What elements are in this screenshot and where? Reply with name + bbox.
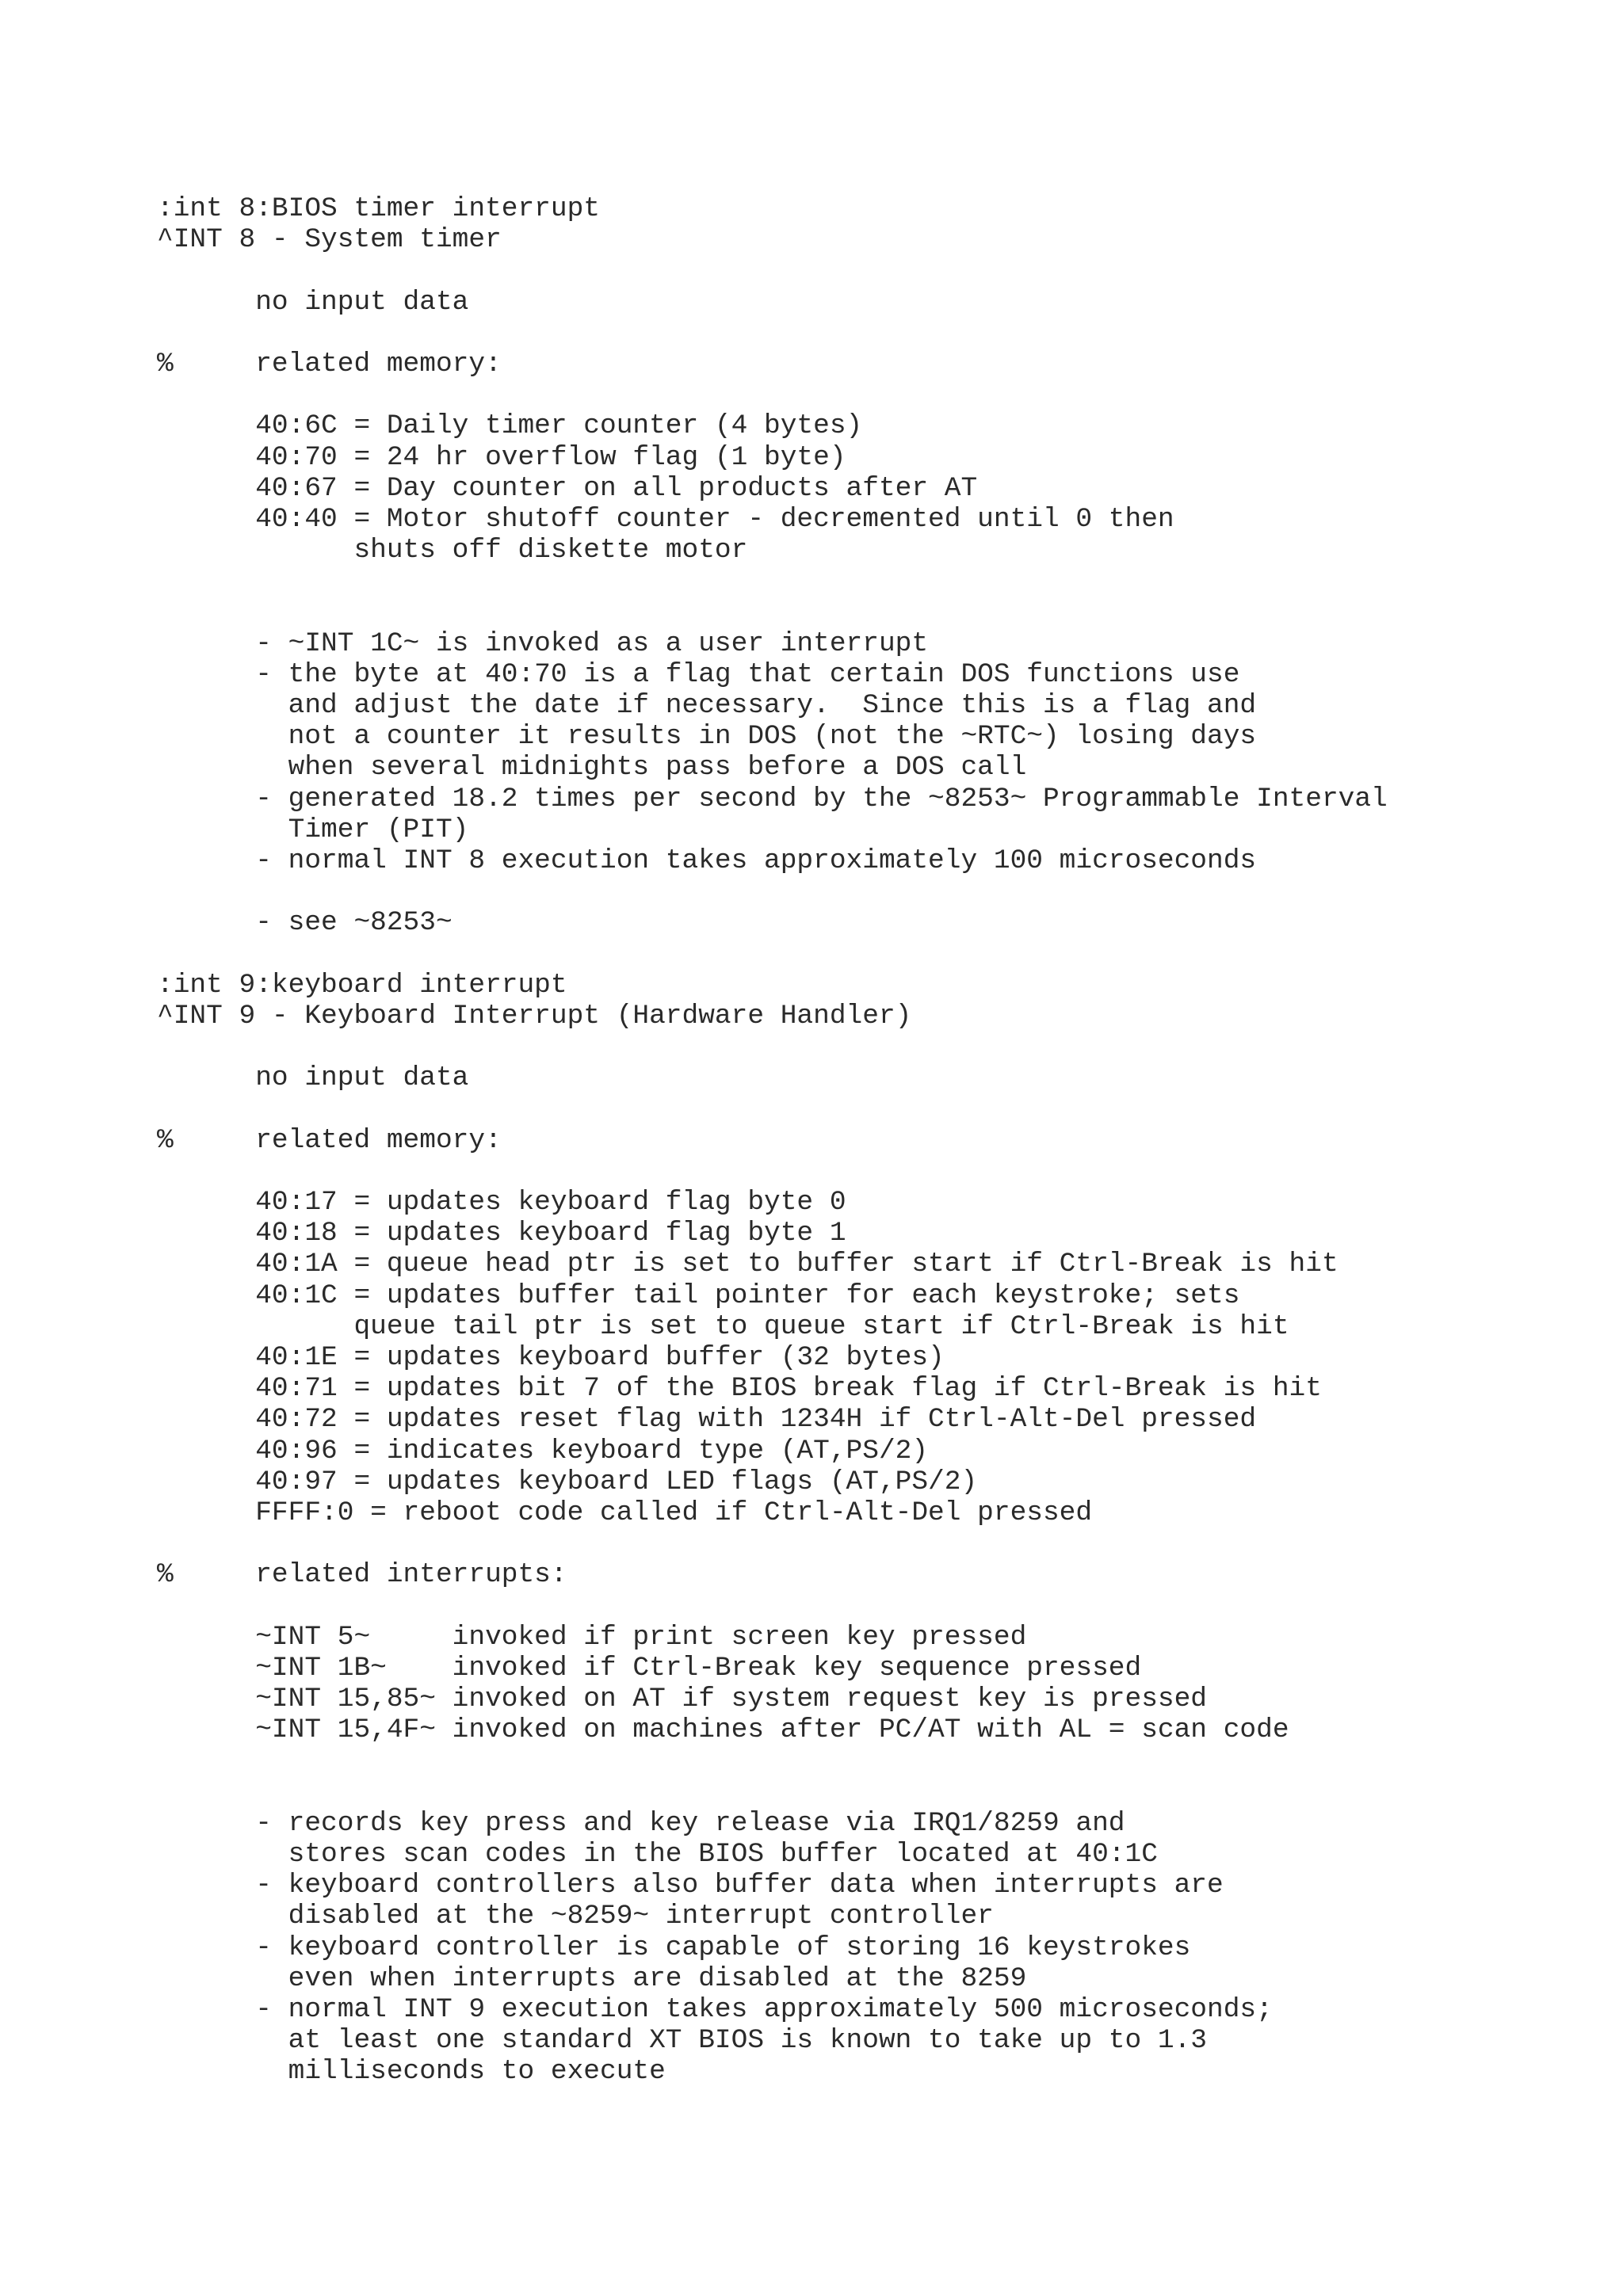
text-line: queue tail ptr is set to queue start if Ctrl-Break is hit [157,1310,1289,1342]
text-line: ~INT 15,85~ invoked on AT if system request key is pressed [157,1684,1208,1714]
text-line: and adjust the date if necessary. Since this is a flag and [157,690,1257,721]
text-line: at least one standard XT BIOS is known to take up to 1.3 [157,2025,1208,2057]
text-line: ^INT 9 - Keyboard Interrupt (Hardware Handler) [157,1000,912,1032]
text-line: 40:71 = updates bit 7 of the BIOS break flag if Ctrl-Break is hit [157,1373,1322,1405]
text-line: ~INT 5~ invoked if print screen key pressed [157,1621,1027,1653]
text-line [157,876,1388,907]
text-line: no input data [157,1062,469,1094]
text-line: - ~INT 1C~ is invoked as a user interrupt [157,627,929,659]
text-line: shuts off diskette motor [157,535,748,566]
text-line: 40:17 = updates keyboard flag byte 0 [157,1187,846,1218]
text-line [157,318,1388,349]
text-line [157,939,1388,970]
text-line [157,255,1388,286]
text-line: no input data [157,286,469,318]
text-line: 40:1A = queue head ptr is set to buffer start if Ctrl-Break is hit [157,1249,1338,1280]
text-line: - generated 18.2 times per second by the ~8253~ Programmable Interval [157,783,1388,814]
text-line: milliseconds to execute [157,2056,666,2088]
document-body [157,193,1388,2087]
text-line: 40:1E = updates keyboard buffer (32 bytes) [157,1341,945,1373]
text-line [157,1093,1388,1124]
text-line [157,1777,1388,1808]
text-line: not a counter it results in DOS (not the ~RTC~) losing days [157,721,1257,753]
text-line: :int 8:BIOS timer interrupt [157,193,600,224]
text-line: when several midnights pass before a DOS call [157,752,1027,784]
text-line: - the byte at 40:70 is a flag that certain DOS functions use [157,658,1240,690]
text-line: % related interrupts: [157,1559,567,1591]
text-line: 40:67 = Day counter on all products after AT [157,472,978,504]
text-line: even when interrupts are disabled at the 8259 [157,1962,1027,1994]
text-line: - keyboard controllers also buffer data when interrupts are [157,1870,1224,1901]
text-line [157,379,1388,410]
text-line [157,597,1388,627]
text-line: 40:97 = updates keyboard LED flags (AT,PS/2) [157,1466,978,1497]
text-line: Timer (PIT) [157,814,469,845]
text-line [157,1156,1388,1187]
text-line: - keyboard controller is capable of storing 16 keystrokes [157,1932,1191,1963]
text-line: 40:18 = updates keyboard flag byte 1 [157,1218,846,1249]
text-line: 40:6C = Daily timer counter (4 bytes) [157,410,863,442]
text-line: 40:96 = indicates keyboard type (AT,PS/2) [157,1435,929,1466]
text-line: ^INT 8 - System timer [157,224,502,256]
text-line: - see ~8253~ [157,907,453,939]
text-line: ~INT 15,4F~ invoked on machines after PC/AT with AL = scan code [157,1714,1289,1746]
text-line: stores scan codes in the BIOS buffer located at 40:1C [157,1838,1158,1870]
text-line [157,1590,1388,1621]
text-line: 40:1C = updates buffer tail pointer for each keystroke; sets [157,1280,1240,1311]
text-line: disabled at the ~8259~ interrupt controller [157,1901,994,1932]
text-line: - normal INT 8 execution takes approximately 100 microseconds [157,845,1257,876]
text-line [157,566,1388,597]
text-line: 40:72 = updates reset flag with 1234H if Ctrl-Alt-Del pressed [157,1404,1257,1436]
text-line: FFFF:0 = reboot code called if Ctrl-Alt-Del pressed [157,1497,1093,1528]
text-line: - normal INT 9 execution takes approximately 500 microseconds; [157,1993,1273,2025]
text-line: 40:70 = 24 hr overflow flag (1 byte) [157,441,846,473]
text-line [157,1528,1388,1559]
text-line: % related memory: [157,1124,502,1156]
text-line: % related memory: [157,348,502,379]
text-line [157,1745,1388,1776]
text-line: 40:40 = Motor shutoff counter - decremented until 0 then [157,503,1174,535]
text-line [157,1032,1388,1062]
text-line: ~INT 1B~ invoked if Ctrl-Break key sequence pressed [157,1652,1142,1684]
text-line: :int 9:keyboard interrupt [157,969,567,1001]
text-line: - records key press and key release via IRQ1/8259 and [157,1807,1125,1839]
